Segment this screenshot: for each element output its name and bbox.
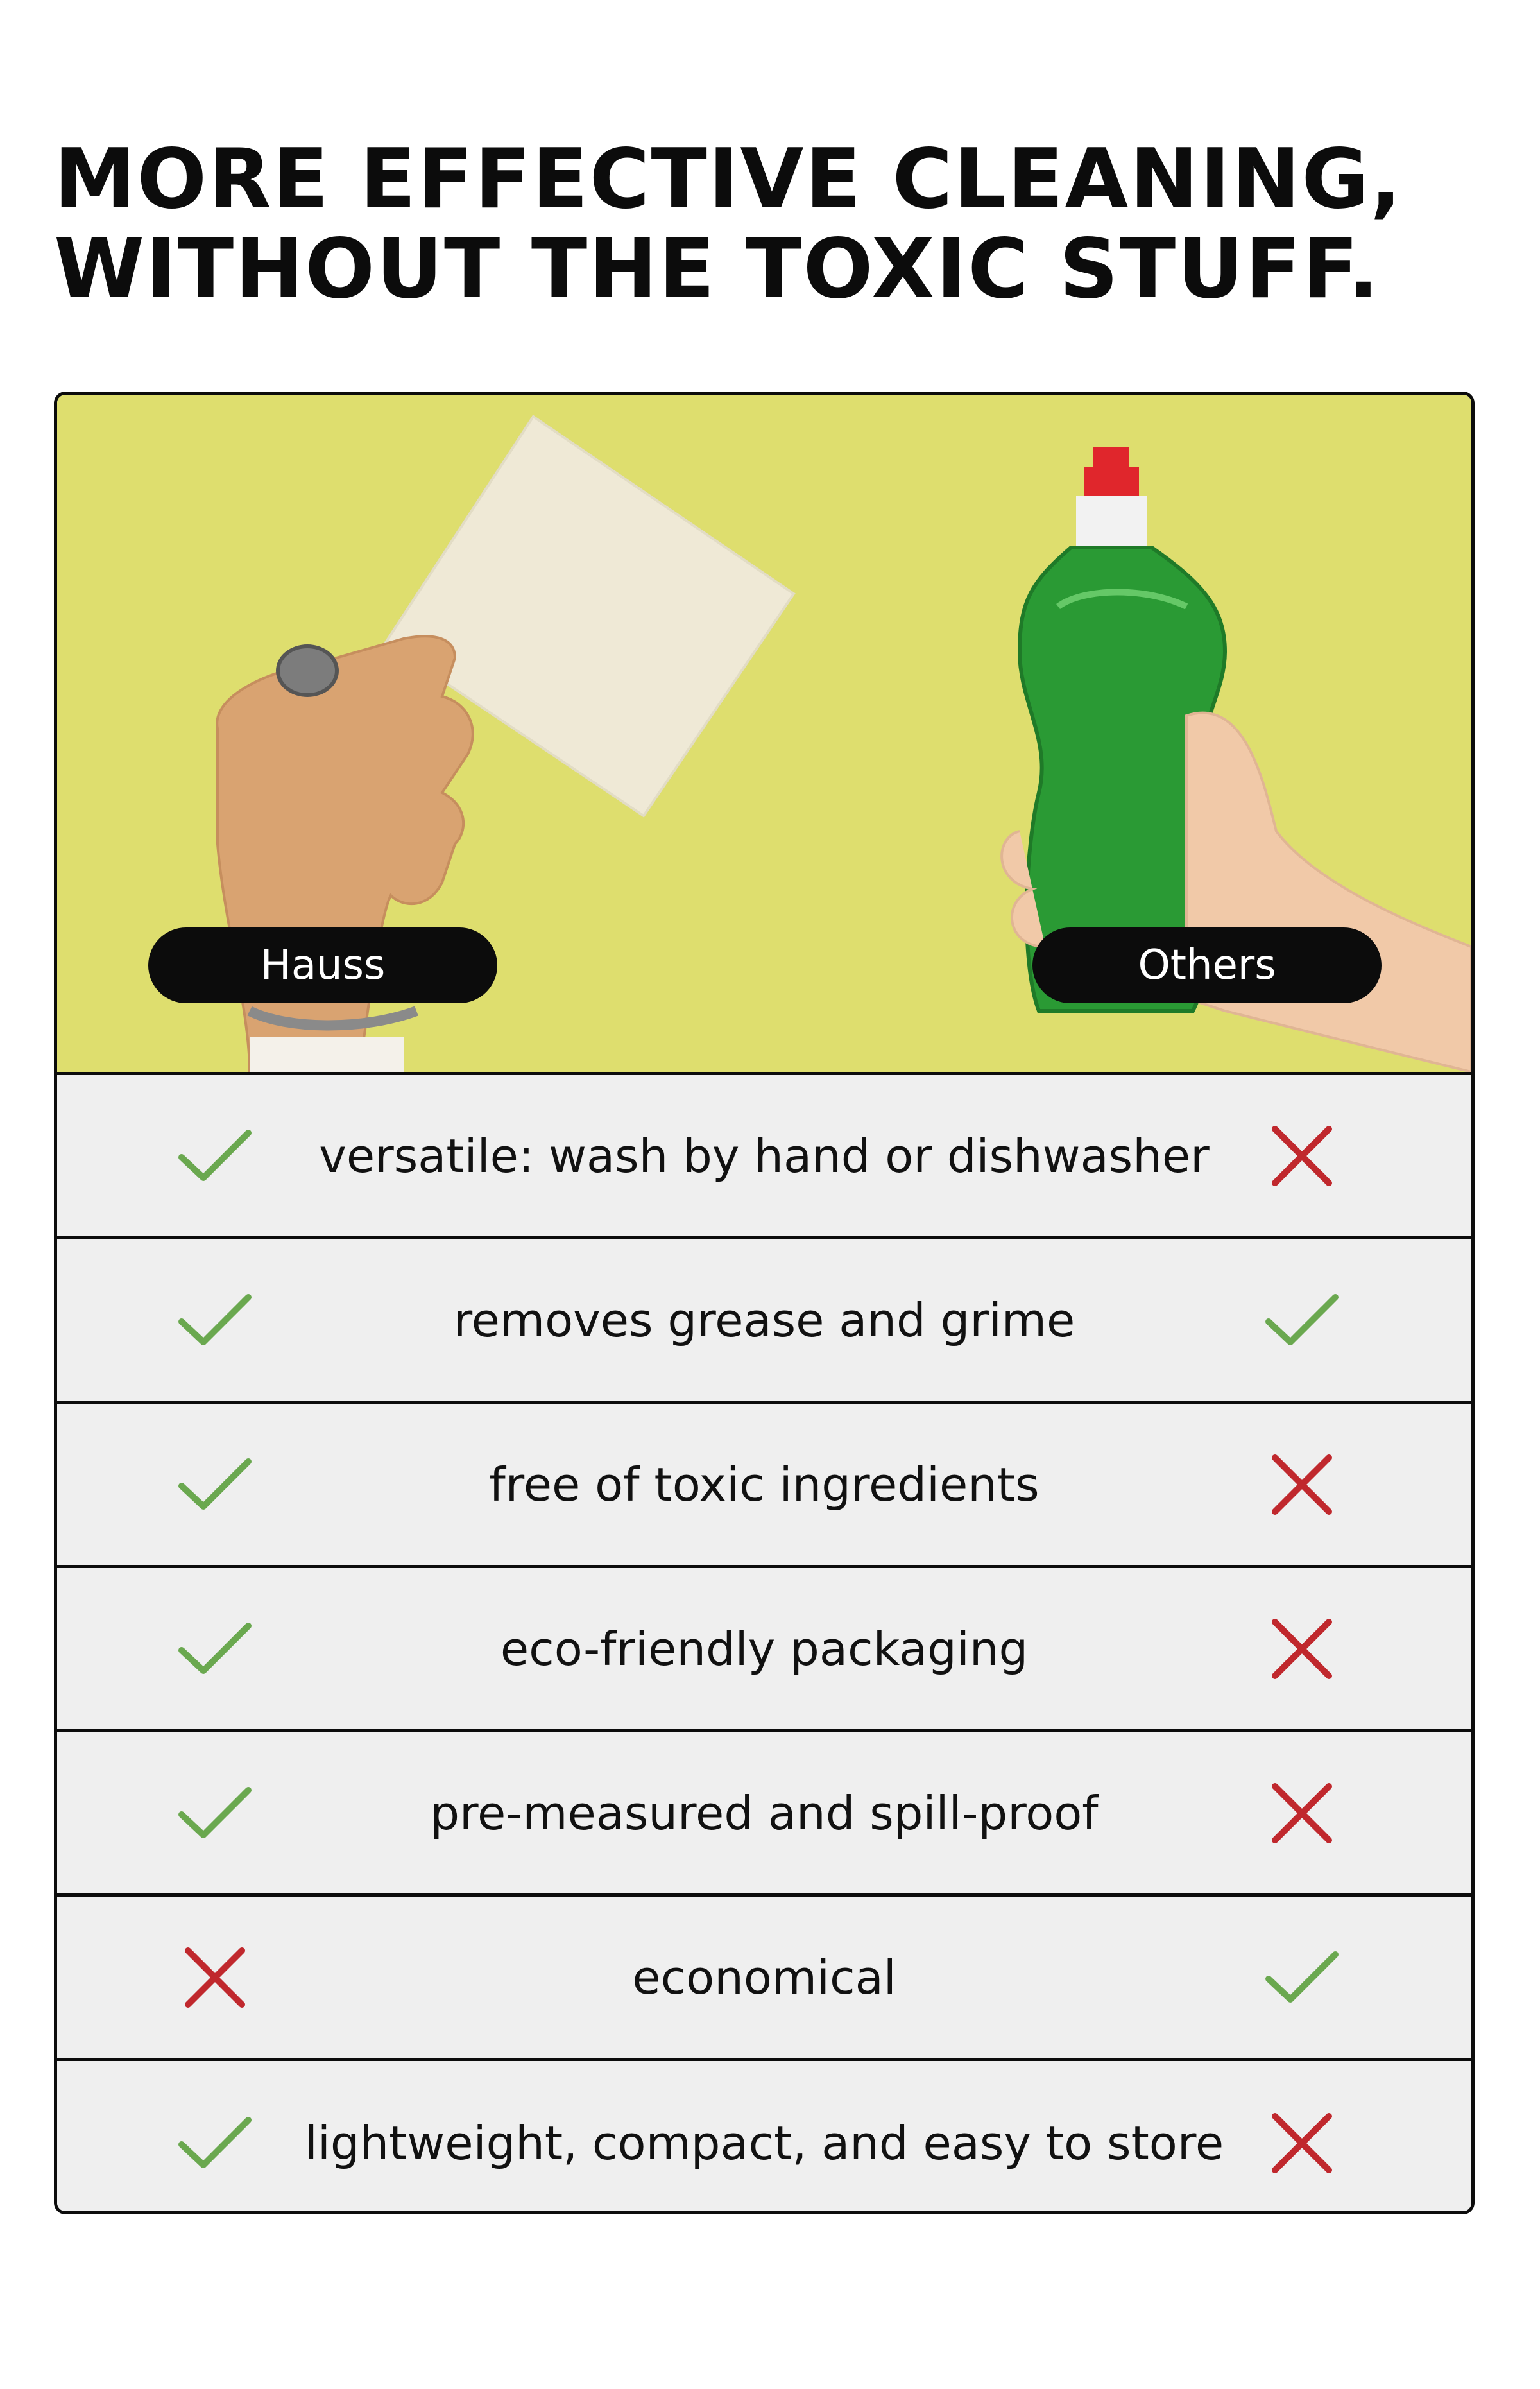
cross-icon	[1263, 1781, 1340, 1845]
comparison-table	[54, 392, 1475, 2214]
check-icon	[176, 1124, 253, 1188]
table-row	[57, 1732, 1471, 1897]
cross-icon	[1263, 1453, 1340, 1517]
feature-label: removes grease and grime	[453, 1293, 1075, 1347]
feature-label: lightweight, compact, and easy to store	[304, 2116, 1224, 2170]
cross-icon	[1263, 2111, 1340, 2175]
headline-line-2: WITHOUT THE TOXIC STUFF.	[54, 221, 1380, 317]
cross-icon	[1263, 1617, 1340, 1681]
feature-label: eco-friendly packaging	[500, 1621, 1029, 1676]
feature-label: versatile: wash by hand or dishwasher	[319, 1128, 1210, 1183]
table-row	[57, 2061, 1471, 2214]
cross-icon	[176, 1945, 253, 2010]
table-row	[57, 1075, 1471, 1239]
table-row	[57, 1404, 1471, 1568]
feature-label: pre-measured and spill-proof	[430, 1786, 1099, 1840]
hauss-column-pill: Hauss	[148, 927, 497, 1003]
feature-rows	[57, 1075, 1471, 2214]
check-icon	[1263, 1288, 1340, 1352]
table-row	[57, 1568, 1471, 1732]
check-icon	[176, 1617, 253, 1681]
check-icon	[176, 1453, 253, 1517]
cross-icon	[1263, 1124, 1340, 1188]
check-icon	[176, 1288, 253, 1352]
headline	[54, 132, 1466, 317]
check-icon	[176, 2111, 253, 2175]
check-icon	[176, 1781, 253, 1845]
table-row	[57, 1239, 1471, 1404]
hero-image	[57, 395, 1471, 1075]
headline-line-1: MORE EFFECTIVE CLEANING,	[54, 132, 1403, 227]
others-column-pill: Others	[1032, 927, 1382, 1003]
table-row	[57, 1897, 1471, 2061]
feature-label: free of toxic ingredients	[489, 1457, 1040, 1512]
check-icon	[1263, 1945, 1340, 2010]
feature-label: economical	[632, 1950, 896, 2005]
